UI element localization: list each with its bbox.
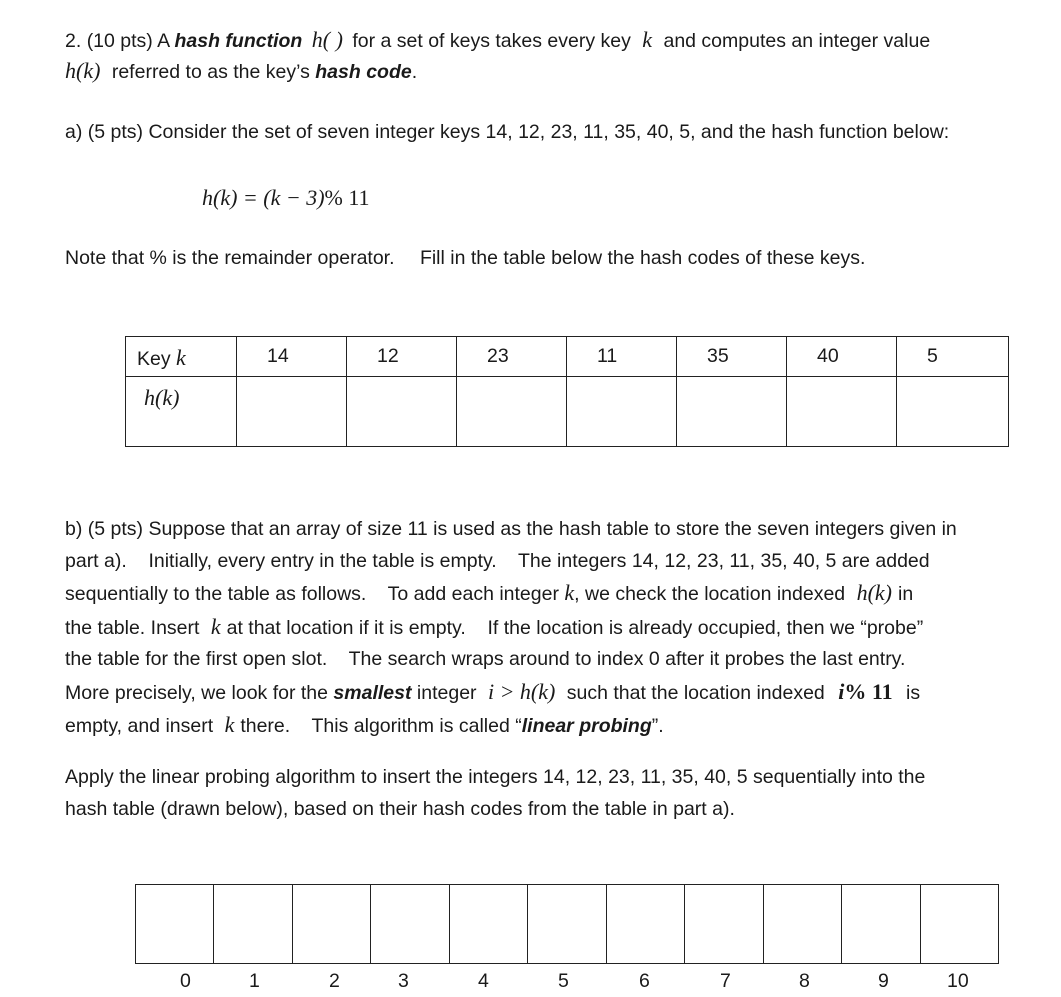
hash-code-table: [125, 336, 1009, 447]
hash-formula: h(k) = (k − 3)% 11: [202, 185, 370, 210]
key-header-cell: Key k: [126, 337, 237, 377]
table-row-hash-codes: [126, 377, 1009, 447]
key-cell: 11: [567, 337, 677, 377]
slot-index: 3: [398, 970, 409, 992]
smallest-term: smallest: [333, 681, 412, 704]
question-intro-line-1: 2. (10 pts) A hash function h( ) for a set of keys takes every key k and computes an integer value: [65, 27, 931, 52]
slot-index: 6: [639, 970, 650, 992]
hash-code-answer-cell[interactable]: [347, 377, 457, 447]
hash-table-slot[interactable]: [921, 885, 998, 963]
hash-code-answer-cell[interactable]: [897, 377, 1009, 447]
hash-function-term: hash function: [174, 30, 303, 52]
hash-code-header-cell: h(k): [126, 377, 237, 447]
hash-table: [135, 884, 999, 964]
part-a-note: Note that % is the remainder operator. Fill in the table below the hash codes of these keys.: [65, 247, 866, 269]
hash-table-slot[interactable]: [528, 885, 606, 963]
slot-index: 2: [329, 970, 340, 992]
hash-code-answer-cell[interactable]: [567, 377, 677, 447]
part-a-prompt: a) (5 pts) Consider the set of seven integer keys 14, 12, 23, 11, 35, 40, 5, and the hash function below:: [65, 121, 950, 143]
linear-probing-term: linear probing: [521, 715, 652, 737]
hash-code-answer-cell[interactable]: [237, 377, 347, 447]
key-cell: 5: [897, 337, 1009, 377]
hash-table-slot[interactable]: [214, 885, 292, 963]
part-b-paragraph: b) (5 pts) Suppose that an array of size 11 is used as the hash table to store the seven integers given in part a). Initially, every entry in the table is empty. The integers 14, 12, 23, 11, 35, 40, 5 are added sequentially to the table as follows. To add each integer k, we check the location indexed h(k) in the table. Insert k at that location if it is empty. If the location is already occupied, then we “probe” the table for the first open slot. The search wraps around to index 0 after it probes the last entry. More precisely, we look for the smallest integer i > h(k) such that the location indexed i% 11 is empty, and insert k there. This algorithm is called “linear probing”.: [65, 518, 957, 737]
key-cell: 23: [457, 337, 567, 377]
hash-table-slot[interactable]: [764, 885, 842, 963]
apply-instructions: Apply the linear probing algorithm to insert the integers 14, 12, 23, 11, 35, 40, 5 sequentially into the hash table (drawn below), based on their hash codes from the table in part a).: [65, 766, 926, 820]
slot-index: 7: [720, 970, 731, 992]
hash-code-answer-cell[interactable]: [457, 377, 567, 447]
hash-table-slot[interactable]: [293, 885, 371, 963]
hash-table-slot[interactable]: [685, 885, 763, 963]
hash-table-slot[interactable]: [371, 885, 449, 963]
slot-index: 10: [947, 970, 969, 992]
key-cell: 14: [237, 337, 347, 377]
slot-index: 8: [799, 970, 810, 992]
key-cell: 12: [347, 337, 457, 377]
slot-index: 0: [180, 970, 191, 992]
hash-code-term: hash code: [315, 61, 412, 83]
slot-index: 5: [558, 970, 569, 992]
table-row-keys: [126, 337, 1009, 377]
hash-code-answer-cell[interactable]: [677, 377, 787, 447]
question-intro-line-2: h(k) referred to as the key’s hash code.: [65, 58, 418, 83]
hash-table-slot[interactable]: [842, 885, 920, 963]
hash-table-slot[interactable]: [607, 885, 685, 963]
hash-table-slot[interactable]: [450, 885, 528, 963]
slot-index: 1: [249, 970, 260, 992]
slot-index: 9: [878, 970, 889, 992]
slot-index: 4: [478, 970, 489, 992]
key-cell: 35: [677, 337, 787, 377]
hash-table-slot[interactable]: [136, 885, 214, 963]
hash-code-answer-cell[interactable]: [787, 377, 897, 447]
key-cell: 40: [787, 337, 897, 377]
